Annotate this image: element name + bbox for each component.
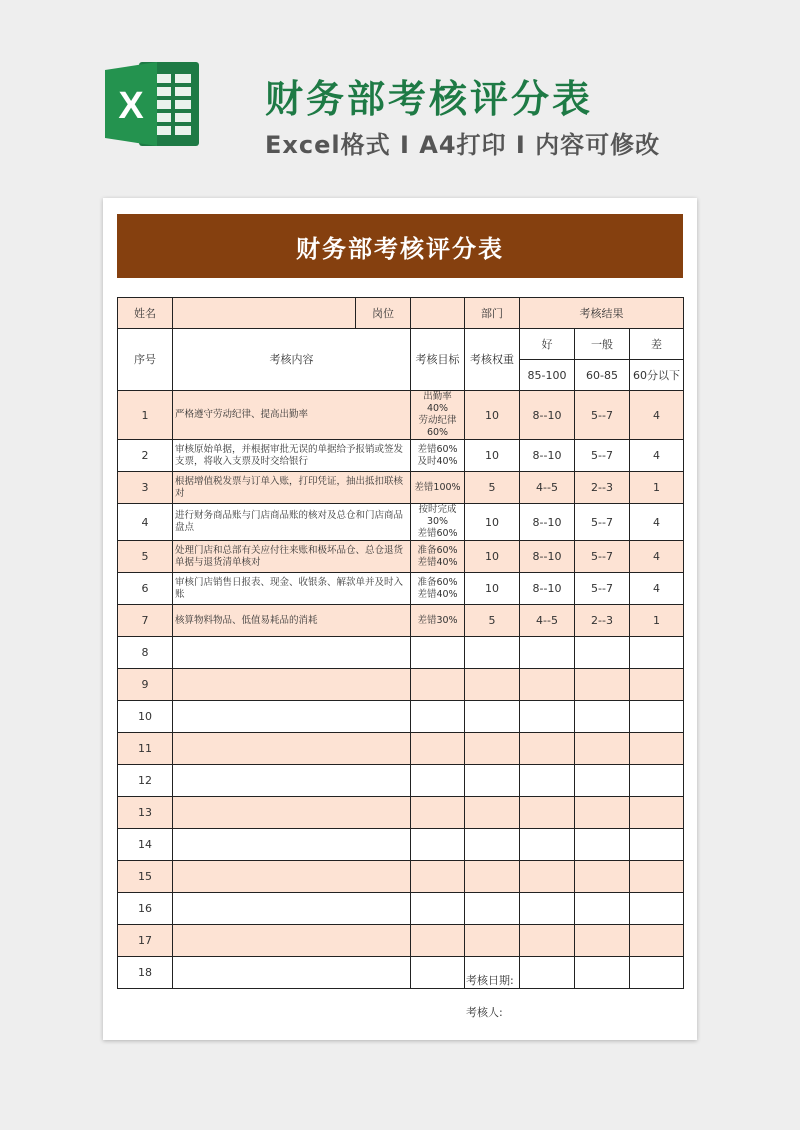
name-label: 姓名	[118, 298, 173, 329]
row-poor-score[interactable]: 1	[630, 472, 684, 504]
row-target[interactable]: 按时完成30% 差错60%	[411, 504, 465, 541]
row-average-score[interactable]: 2--3	[575, 472, 630, 504]
table-row	[118, 893, 684, 925]
row-content[interactable]	[173, 829, 411, 861]
row-good-score[interactable]: 8--10	[520, 440, 575, 472]
row-number: 15	[118, 861, 173, 893]
row-average-score[interactable]	[575, 733, 630, 765]
row-poor-score[interactable]	[630, 733, 684, 765]
target-header: 考核目标	[411, 329, 465, 391]
row-content[interactable]: 根据增值税发票与订单入账，打印凭证，抽出抵扣联核对	[173, 472, 411, 504]
table-row	[118, 637, 684, 669]
row-weight[interactable]	[465, 637, 520, 669]
row-number: 9	[118, 669, 173, 701]
row-good-score[interactable]: 8--10	[520, 391, 575, 440]
table-row	[118, 957, 684, 989]
row-poor-score[interactable]	[630, 669, 684, 701]
table-row	[118, 701, 684, 733]
average-range: 60-85	[575, 360, 630, 391]
table-row	[118, 541, 684, 573]
row-target[interactable]: 差错100%	[411, 472, 465, 504]
page-title: 财务部考核评分表	[265, 77, 594, 121]
position-label: 岗位	[356, 298, 411, 329]
row-target[interactable]	[411, 957, 465, 989]
row-average-score[interactable]	[575, 637, 630, 669]
row-good-score[interactable]	[520, 669, 575, 701]
row-good-score[interactable]: 4--5	[520, 472, 575, 504]
row-good-score[interactable]	[520, 957, 575, 989]
row-good-score[interactable]: 8--10	[520, 504, 575, 541]
row-content[interactable]: 进行财务商品账与门店商品账的核对及总仓和门店商品盘点	[173, 504, 411, 541]
row-poor-score[interactable]	[630, 701, 684, 733]
row-good-score[interactable]	[520, 637, 575, 669]
row-number: 12	[118, 765, 173, 797]
row-target[interactable]	[411, 861, 465, 893]
row-target[interactable]: 准备60% 差错40%	[411, 541, 465, 573]
row-weight[interactable]: 10	[465, 573, 520, 605]
row-target[interactable]	[411, 893, 465, 925]
row-weight[interactable]	[465, 829, 520, 861]
page-subtitle: Excel格式 I A4打印 I 内容可修改	[265, 131, 661, 159]
row-weight[interactable]: 10	[465, 541, 520, 573]
row-average-score[interactable]: 5--7	[575, 391, 630, 440]
row-target[interactable]	[411, 765, 465, 797]
table-row	[118, 573, 684, 605]
table-body	[118, 391, 684, 989]
table-row	[118, 440, 684, 472]
row-average-score[interactable]: 5--7	[575, 541, 630, 573]
row-number: 3	[118, 472, 173, 504]
row-good-score[interactable]	[520, 701, 575, 733]
poor-header: 差	[630, 329, 684, 360]
row-poor-score[interactable]	[630, 765, 684, 797]
page-header	[0, 0, 800, 190]
row-average-score[interactable]	[575, 829, 630, 861]
row-average-score[interactable]	[575, 957, 630, 989]
evaluation-table	[117, 297, 684, 989]
row-poor-score[interactable]: 1	[630, 605, 684, 637]
row-weight[interactable]	[465, 893, 520, 925]
row-content[interactable]	[173, 893, 411, 925]
row-target[interactable]	[411, 669, 465, 701]
row-good-score[interactable]	[520, 893, 575, 925]
row-poor-score[interactable]	[630, 861, 684, 893]
table-row	[118, 472, 684, 504]
reviewer-label: 考核人:	[466, 1006, 503, 1019]
row-target[interactable]: 差错60% 及时40%	[411, 440, 465, 472]
good-header: 好	[520, 329, 575, 360]
row-weight[interactable]: 5	[465, 605, 520, 637]
row-weight[interactable]	[465, 925, 520, 957]
row-poor-score[interactable]	[630, 637, 684, 669]
row-weight[interactable]: 10	[465, 391, 520, 440]
row-weight[interactable]	[465, 797, 520, 829]
row-average-score[interactable]: 2--3	[575, 605, 630, 637]
row-average-score[interactable]	[575, 925, 630, 957]
sheet-title-banner: 财务部考核评分表	[117, 214, 683, 278]
row-content[interactable]: 严格遵守劳动纪律、提高出勤率	[173, 391, 411, 440]
row-content[interactable]	[173, 733, 411, 765]
row-number: 4	[118, 504, 173, 541]
header-row-1	[118, 329, 684, 360]
row-poor-score[interactable]	[630, 829, 684, 861]
row-weight[interactable]: 5	[465, 472, 520, 504]
row-average-score[interactable]	[575, 797, 630, 829]
seq-header: 序号	[118, 329, 173, 391]
row-poor-score[interactable]: 4	[630, 541, 684, 573]
row-number: 16	[118, 893, 173, 925]
row-good-score[interactable]: 8--10	[520, 541, 575, 573]
row-number: 18	[118, 957, 173, 989]
table-row	[118, 861, 684, 893]
row-number: 13	[118, 797, 173, 829]
row-weight[interactable]	[465, 701, 520, 733]
row-poor-score[interactable]	[630, 797, 684, 829]
content-header: 考核内容	[173, 329, 411, 391]
row-content[interactable]	[173, 669, 411, 701]
row-content[interactable]	[173, 797, 411, 829]
row-content[interactable]	[173, 925, 411, 957]
good-range: 85-100	[520, 360, 575, 391]
row-weight[interactable]	[465, 765, 520, 797]
row-poor-score[interactable]	[630, 925, 684, 957]
row-number: 5	[118, 541, 173, 573]
row-poor-score[interactable]: 4	[630, 573, 684, 605]
row-target[interactable]	[411, 733, 465, 765]
row-poor-score[interactable]: 4	[630, 504, 684, 541]
row-average-score[interactable]	[575, 861, 630, 893]
row-content[interactable]	[173, 637, 411, 669]
row-poor-score[interactable]	[630, 957, 684, 989]
table-row	[118, 797, 684, 829]
row-good-score[interactable]: 4--5	[520, 605, 575, 637]
table-row	[118, 925, 684, 957]
row-weight[interactable]: 10	[465, 440, 520, 472]
row-average-score[interactable]: 5--7	[575, 440, 630, 472]
weight-header: 考核权重	[465, 329, 520, 391]
table-row	[118, 829, 684, 861]
row-content[interactable]	[173, 701, 411, 733]
row-content[interactable]: 核算物料物品、低值易耗品的消耗	[173, 605, 411, 637]
row-target[interactable]	[411, 701, 465, 733]
row-good-score[interactable]: 8--10	[520, 573, 575, 605]
table-row	[118, 391, 684, 440]
row-number: 7	[118, 605, 173, 637]
row-average-score[interactable]: 5--7	[575, 573, 630, 605]
row-poor-score[interactable]	[630, 893, 684, 925]
table-row	[118, 765, 684, 797]
table-row	[118, 605, 684, 637]
row-number: 10	[118, 701, 173, 733]
row-content[interactable]: 审核门店销售日报表、现金、收银条、解款单并及时入账	[173, 573, 411, 605]
row-number: 11	[118, 733, 173, 765]
row-weight[interactable]	[465, 861, 520, 893]
row-target[interactable]: 差错30%	[411, 605, 465, 637]
row-average-score[interactable]	[575, 701, 630, 733]
department-label: 部门	[465, 298, 520, 329]
excel-logo-icon	[103, 58, 201, 150]
row-content[interactable]: 审核原始单据，并根据审批无误的单据给予报销或签发支票，将收入支票及时交给银行	[173, 440, 411, 472]
row-target[interactable]	[411, 637, 465, 669]
info-row	[118, 298, 684, 329]
row-good-score[interactable]	[520, 925, 575, 957]
row-good-score[interactable]	[520, 765, 575, 797]
table-row	[118, 504, 684, 541]
row-good-score[interactable]	[520, 797, 575, 829]
row-target[interactable]: 出勤率40% 劳动纪律60%	[411, 391, 465, 440]
row-content[interactable]: 处理门店和总部有关应付往来账和极坏品仓、总仓退货单据与退货清单核对	[173, 541, 411, 573]
row-average-score[interactable]	[575, 765, 630, 797]
row-target[interactable]	[411, 797, 465, 829]
row-good-score[interactable]	[520, 861, 575, 893]
row-content[interactable]	[173, 765, 411, 797]
row-content[interactable]	[173, 861, 411, 893]
row-poor-score[interactable]: 4	[630, 391, 684, 440]
result-header: 考核结果	[520, 298, 684, 329]
row-average-score[interactable]	[575, 669, 630, 701]
row-weight[interactable]	[465, 669, 520, 701]
row-number: 6	[118, 573, 173, 605]
row-target[interactable]	[411, 925, 465, 957]
row-weight[interactable]: 10	[465, 504, 520, 541]
row-good-score[interactable]	[520, 733, 575, 765]
row-average-score[interactable]	[575, 893, 630, 925]
row-average-score[interactable]: 5--7	[575, 504, 630, 541]
row-good-score[interactable]	[520, 829, 575, 861]
row-target[interactable]: 准备60% 差错40%	[411, 573, 465, 605]
poor-range: 60分以下	[630, 360, 684, 391]
row-number: 1	[118, 391, 173, 440]
row-number: 14	[118, 829, 173, 861]
row-number: 8	[118, 637, 173, 669]
position-field[interactable]	[411, 298, 465, 329]
row-weight[interactable]	[465, 733, 520, 765]
row-poor-score[interactable]: 4	[630, 440, 684, 472]
row-target[interactable]	[411, 829, 465, 861]
name-field[interactable]	[173, 298, 356, 329]
review-date-label: 考核日期:	[466, 974, 514, 987]
row-number: 17	[118, 925, 173, 957]
average-header: 一般	[575, 329, 630, 360]
svg-text:X: X	[118, 85, 144, 127]
table-row	[118, 669, 684, 701]
row-content[interactable]	[173, 957, 411, 989]
table-row	[118, 733, 684, 765]
row-number: 2	[118, 440, 173, 472]
